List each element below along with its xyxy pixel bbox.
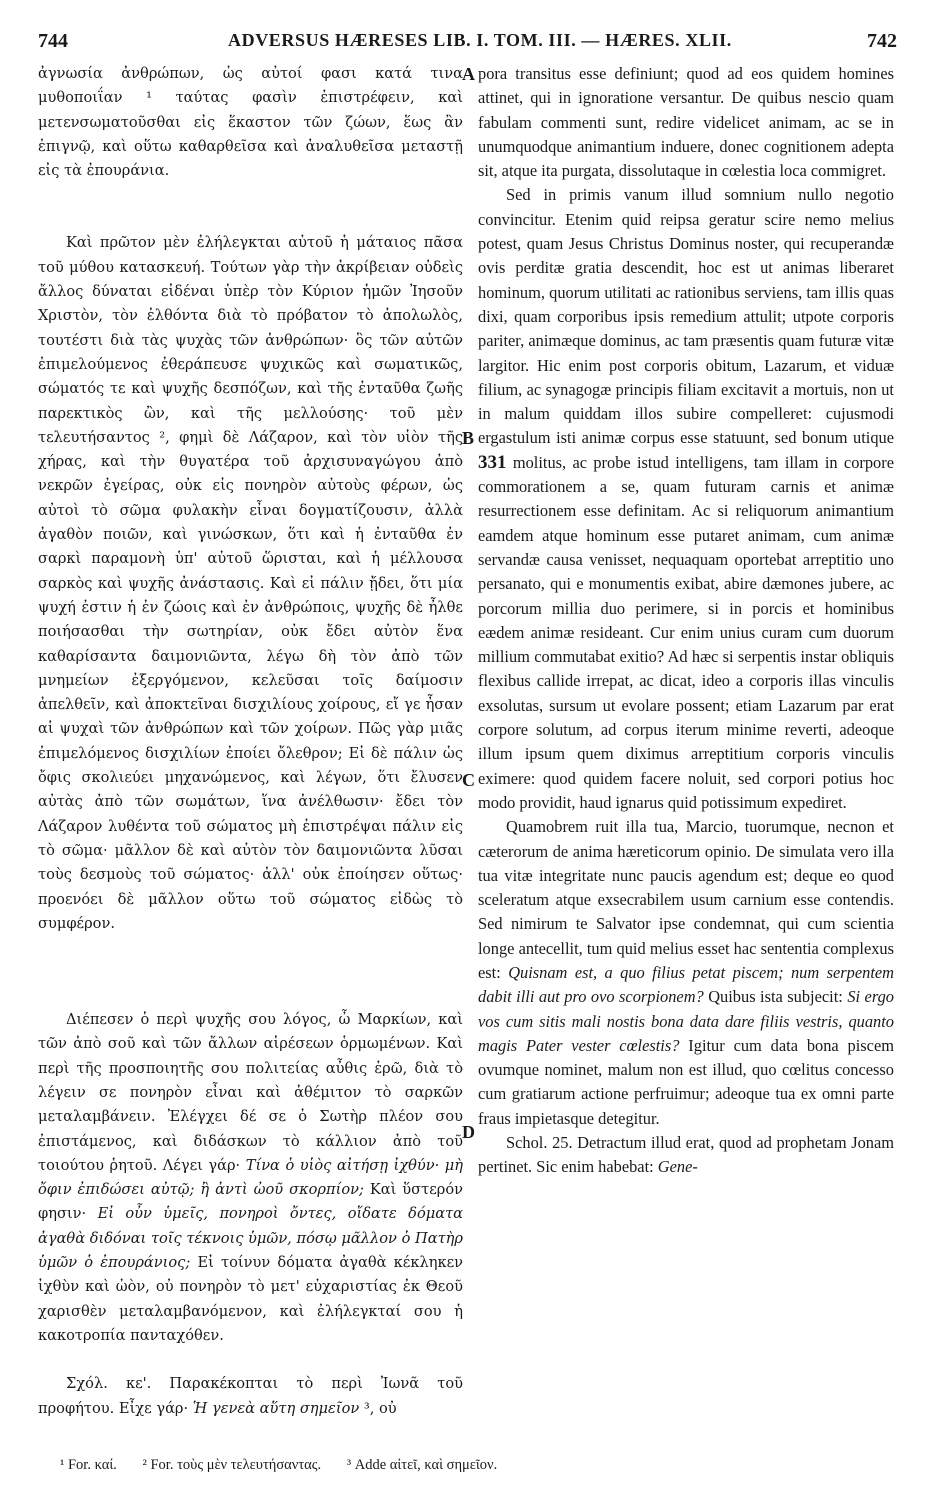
footnote-2: ² For. τοὺς μὲν τελευτήσαντας.	[142, 1457, 322, 1473]
latin-scholion: Schol. 25. Detractum illud erat, quod ad prophetam Jonam pertinet. Sic enim habebat: Gene-	[478, 1133, 894, 1177]
latin-column	[478, 62, 894, 1180]
running-header	[38, 26, 897, 56]
latin-quote-3: Gene-	[657, 1157, 698, 1177]
latin-quote-1: Quisnam est, a quo filius petat piscem; num serpentem dabit illi aut pro ovo scorpionem?	[478, 962, 894, 1007]
latin-quote-2: Si ergo vos cum sitis mali nostis bona data dare filiis vestris, quanto magis Pater vester cœlestis?	[478, 987, 894, 1055]
running-title: ADVERSUS HÆRESES LIB. I. TOM. III. — HÆRES. XLII.	[228, 30, 732, 50]
greek-quote-1: Τίνα ὁ υἱὸς αἰτήσῃ ἰχθύν· μὴ ὄφιν ἐπιδώσει αὐτῷ; ἢ ἀντὶ ὠοῦ σκορπίον;	[38, 1156, 464, 1199]
greek-paragraph-1: ἀγνωσία ἀνθρώπων, ὡς αὐτοί φασι κατά τινα μυθοποιΐαν ¹ ταύτας φασὶν ἐπιστρέφειν, καὶ μετενσωματοῦσθαι εἰς ἕκαστον τῶν ζώων, ἕως ἂν ἐπιγνῷ, καὶ οὕτω καθαρθεῖσα καὶ ἀναλυθεῖσα μεταστῇ εἰς τὰ ἐπουράνια.	[38, 65, 463, 180]
greek-quote-3: Ἡ γενεὰ αὕτη σημεῖον	[192, 1399, 360, 1417]
margin-letter-d: D	[462, 1122, 475, 1142]
footnotes	[60, 1457, 897, 1474]
footnote-3: ³ Adde αἰτεῖ, καὶ σημεῖον.	[346, 1457, 498, 1473]
footnote-1: ¹ For. καί.	[60, 1457, 117, 1473]
latin-paragraph-1: pora transitus esse definiunt; quod ad eos quidem homines attinet, qui in ignoratione versantur. De quibus nescio quam fabulam commenti sunt, redire videlicet animam, ac se in unumquodque animantium induere, donec cognitionem adepta sit, atque ita purgata, dissolutaque in cœlestia loca commigret.	[478, 64, 894, 181]
greek-paragraph-3: Διέπεσεν ὁ περὶ ψυχῆς σου λόγος, ὦ Μαρκίων, καὶ τῶν ἀπὸ σοῦ καὶ τῶν ἄλλων αἱρέσεων ὁρμωμένων. Καὶ περὶ τῆς προσποιητῆς σου πολιτείας αὖθις ἐρῶ, διὰ τὸ λέγειν σε πονηρὸν εἶναι καὶ ἀθέμιτον τὸ σαρκῶν μεταλαμβάνειν. Ἐλέγχει δέ σε ὁ Σωτὴρ πλέον σου ἐπιστάμενος, καὶ διδάσκων τὸ κάλλιον ἀπὸ τοῦ τοιούτου ῥητοῦ. Λέγει γάρ· Τίνα ὁ υἱὸς αἰτήσῃ ἰχθύν· μὴ ὄφιν ἐπιδώσει αὐτῷ; ἢ ἀντὶ ὠοῦ σκορπίον; Καὶ ὕστερόν φησιν· Εἰ οὖν ὑμεῖς, πονηροὶ ὄντες, οἴδατε δόματα ἀγαθὰ διδόναι τοῖς τέκνοις ὑμῶν, πόσῳ μᾶλλον ὁ Πατὴρ ὑμῶν ὁ ἐπουράνιος; Εἰ τοίνυν δόματα ἀγαθὰ κέκληκεν ἰχθὺν καὶ ὠὸν, οὐ πονηρὸν τὸ μετ' εὐχαριστίας ἐκ Θεοῦ χαρισθὲν μεταλαμβανόμενον, καὶ ἐλήλεγκταί σου ἡ κακοτροπία πανταχόθεν.	[38, 1011, 464, 1344]
page-number-left: 744	[38, 30, 68, 52]
greek-paragraph-2: Καὶ πρῶτον μὲν ἐλήλεγκται αὐτοῦ ἡ μάταιος πᾶσα τοῦ μύθου κατασκευή. Τούτων γὰρ τὴν ἀκρίβειαν οὐδεὶς ἄλλος δύναται εἰδέναι ὑπὲρ τὸν Κύριον ἡμῶν Ἰησοῦν Χριστὸν, τὸν ἐλθόντα διὰ τὸ πρόβατον τὸ ἀπολωλὸς, τουτέστι διὰ τὰς ψυχὰς τῶν ἀνθρώπων· ὃς τῶν αὐτῶν ἐπιμελούμενος ἐθεράπευσε ψυχικῶς καὶ σωματικῶς, σώματός τε καὶ ψυχῆς δεσπόζων, καὶ τῆς ἐνταῦθα ζωῆς παρεκτικὸς ὢν, καὶ τῆς μελλούσης· τοῦ μὲν τελευτήσαντος ², φημὶ δὲ Λάζαρον, καὶ τὸν υἱὸν τῆς χήρας, καὶ τὴν θυγατέρα τοῦ ἀρχισυναγώγου ἀπὸ νεκρῶν ἐγείρας, οὐκ εἰς πονηρὸν αὐτοὺς φέρων, ὡς αὐτοὶ τὸ σῶμα φυλακὴν εἶναι δογματίζουσιν, ἀλλὰ ἀγαθὸν ποιῶν, καὶ γινώσκων, ὅτι καὶ ἡ ἐνταῦθα ἐν σαρκὶ παραμονὴ ὑπ' αὐτοῦ ὥρισται, καὶ ἡ μέλλουσα σαρκὸς καὶ ψυχῆς ἀνάστασις. Καὶ εἰ πάλιν ᾔδει, ὅτι μία ψυχή ἐστιν ἡ ἐν ζώοις καὶ ἐν ἀνθρώποις, ψυχῆς δὲ ἦλθε ποιήσασθαι τὴν σωτηρίαν, οὐκ ἔδει αὐτὸν ἕνα καθαρίσαντα δαιμονιῶντα, λέγω δὴ τὸν ἀπὸ τῶν μνημείων ἐξεργόμενον, κελεῦσαι τοῖς δαίμοσιν ἀπελθεῖν, καὶ ἀποκτεῖναι δισχιλίους χοίρους, εἴ γε ἦσαν αἱ ψυχαὶ τῶν ἀνθρώπων καὶ τῶν χοίρων. Πῶς γὰρ μιᾶς ἐπιμελόμενος δισχιλίων ἐποίει ὄλεθρον; Εἰ δὲ πάλιν ὡς ὄφις σκολιεύει μηχανώμενος, καὶ λέγων, ὅτι ἔλυσεν αὐτὰς ἀπὸ τῶν σωμάτων, ἵνα ἀνέλθωσιν· ἔδει τὸν Λάζαρον λυθέντα τοῦ σώματος μὴ ἐπιστρέψαι πάλιν εἰς τὸ σῶμα· μᾶλλον δὲ καὶ αὐτὸν τὸν δαιμονιῶντα λῦσαι τοὺς δεσμοὺς τοῦ σώματος· ἀλλ' οὐκ ἐποίησεν οὕτως· προενόει δὲ μᾶλλον οὕτω τοῦ σώματος εἰδὼς τὸ συμφέρον.	[38, 234, 463, 932]
latin-paragraph-3: Quamobrem ruit illa tua, Marcio, tuorumque, necnon et cæterorum de anima hæreticorum opinio. De simulata vero illa tua vitæ integritate nunc paucis agendum est; deque eo quod sceleratum atque exsecrabilem usum carnium esse contendis. Sed nimirum te Salvator ipse condemnat, qui cum scientia longe antecellit, tum quid melius esset hac sententia complexus est: Quisnam est, a quo filius petat piscem; num serpentem dabit illi aut pro ovo scorpionem? Quibus ista subjecit: Si ergo vos cum sitis mali nostis bona data dare filiis vestris, quanto magis Pater vester cœlestis? Igitur cum data bona piscem ovumque nominet, malum non est illud, quo cœlitus concesso cum gratiarum actione perfruimur; adeoque tua ex omni parte fraus impietasque detegitur.	[478, 817, 894, 1128]
margin-letter-a: A	[462, 64, 475, 84]
page-number-right: 742	[867, 30, 897, 52]
margin-letter-c: C	[462, 770, 475, 790]
greek-quote-2: Εἰ οὖν ὑμεῖς, πονηροὶ ὄντες, οἴδατε δόματα ἀγαθὰ διδόναι τοῖς τέκνοις ὑμῶν, πόσῳ μᾶλλον ὁ Πατὴρ ὑμῶν ὁ ἐπουράνιος;	[38, 1205, 464, 1272]
greek-column	[38, 62, 463, 1421]
latin-paragraph-2: Sed in primis vanum illud somnium nullo negotio convincitur. Etenim quid reipsa geratur scire nemo melius potest, quam Jesus Christus Dominus noster, qui recuperandæ ovis perditæ gratia descendit, hoc est ut animas liberaret hominum, quorum utilitati ac rationibus serviens, tam illis quas dixi, quam corporibus ipsis remedium attulit; utpote corporis pariter, animæque dominus, ac tam præsentis quam futuræ vitæ largitor. Hic enim post corporis obitum, Lazarum, et viduæ filium, ac synagogæ principis filiam excitavit a mortuis, non ut in malum quiddam illos subire compelleret: cujusmodi ergastulum isti animæ corpus esse statuunt, sed bonum utique 331 molitus, ac probe istud intelligens, tam illam in corpore commorationem a se, quam futuram carnis et animæ resurrectionem esse definitam. Ac si reliquorum animantium eamdem atque hominum esse putaret animam, cum animæ servandæ causa venisset, nequaquam oportebat arreptitio uno persanato, qui e monumentis exibat, abire dæmones jubere, ac porcorum millia duo perimere, si in porcis et hominibus eædem animæ resideant. Cur enim unius curam cum duorum millium commutabat exitio? Ad hæc si serpentis instar obliquis flexibus callide irrepat, ac dicat, ideo a corporis illas vinculis exsolutas, sursum ut evolare possent; etiam Lazarum par erat corpore solutum, ad corpus iterum minime reverti, adeoque illum ipsum quem diximus arreptitium corporis vinculis eximere: quod quidem facere noluit, sed corpori potius hoc modo providit, haud ignarus quid potissimum expediret.	[478, 185, 894, 812]
greek-scholion: Σχόλ. κε'. Παρακέκοπται τὸ περὶ Ἰωνᾶ τοῦ προφήτου. Εἶχε γάρ· Ἡ γενεὰ αὕτη σημεῖον ³, οὐ	[38, 1375, 463, 1417]
margin-letter-b: B	[462, 428, 475, 448]
column-marker: 331	[478, 451, 507, 473]
